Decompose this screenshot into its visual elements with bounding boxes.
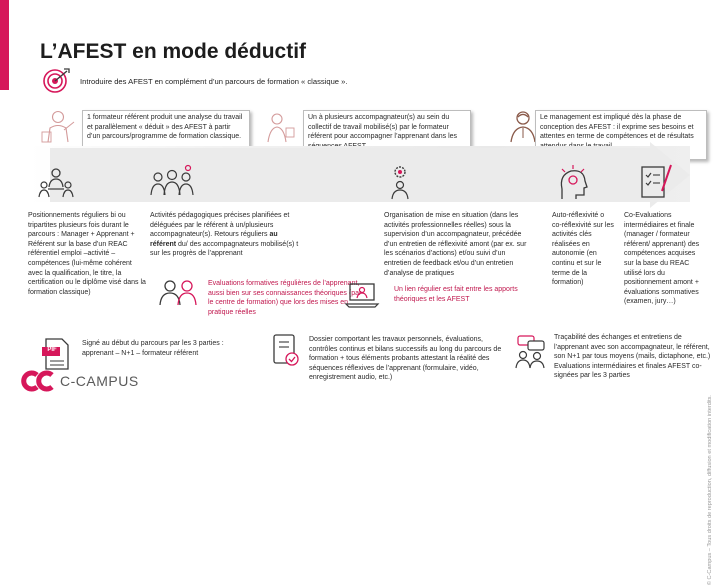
copyright-text: © C-Campus – Tous droits de reproduction, diffusion et modification interdits. xyxy=(707,395,713,585)
theory-link-note: Un lien régulier est fait entre les apports théoriques et les AFEST xyxy=(394,286,518,303)
column-activities-text-part2: du/ des accompagnateurs mobilisé(s) t sur les progrès de l’apprenant xyxy=(150,240,299,258)
trainer-card: 1 formateur référent produit une analyse du travail et parallèlement « déduit » des AFEST à partir d’un parcours/programme de formation classique. xyxy=(82,110,250,159)
column-situation-text: Organisation de mise en situation (dans les activités professionnelles réelles) sous la supervision d’un accompagnateur, précédée d’un entretien de réflexivité amont (par ex. sur les scénarios d’actions) et/ou suivi d’un entretien de feedback et/ou d’un entretien d’analyse de pratiques xyxy=(384,212,527,277)
column-evaluation-text: Co-Evaluations intermédiaires et finale (manager / formateur référent/ apprenant) des compétences acquises sur la base du REAC utilisé lors du positionnement amont + évaluations sommatives (examen, jury…) xyxy=(624,212,700,306)
portfolio-text: Dossier comportant les travaux personnels, évaluations, contrôles continus et bilans successifs au long du parcours de formation + tous éléments probants attestant la réalité des séquences réflexives de l’apprenant (formulaire, vidéo, enregistrement audio, etc.) xyxy=(309,336,502,382)
accent-bar xyxy=(0,0,9,90)
lightbulb-head-icon xyxy=(556,163,590,201)
document-check-icon xyxy=(270,333,300,367)
target-icon xyxy=(40,67,70,95)
process-arrow xyxy=(50,142,690,208)
trainer-icon xyxy=(40,108,76,146)
column-activities-text-part1: Activités pédagogiques précises planifiées et déléguées par le référent à un/plusieurs accompagnateur(s). Retours réguliers xyxy=(150,212,290,239)
pif-label: PIF xyxy=(47,347,57,353)
manager-card: Le management est impliqué dès la phase de conception des AFEST : il exprime ses besoins et attentes en terme de compétences et de résultats xyxy=(535,110,707,160)
pif-text: Signé au début du parcours par les 3 parties : apprenant – N+1 – formateur référent xyxy=(82,340,224,357)
logo-text: C-CAMPUS xyxy=(60,373,139,389)
column-activities-text-bold: au référent xyxy=(150,231,278,248)
students-icon xyxy=(156,278,200,306)
laptop-user-icon xyxy=(344,282,380,308)
team-gear-icon xyxy=(150,165,196,199)
column-reflexivity-text: Auto-réflexivité o co-réflexivité sur les activités clés réalisées en autonomie (en continu et sur le terme de la formation) xyxy=(552,212,614,287)
formative-evaluations-note: Evaluations formatives régulières de l’apprenant, aussi bien sur ses connaissances théoriques (par le centre de formation) que lors des mises en pratique réelles xyxy=(208,280,362,316)
column-activities-text xyxy=(150,211,300,259)
c-campus-logo xyxy=(22,370,56,392)
gear-person-icon xyxy=(382,163,418,201)
traceability-text: Traçabilité des échanges et entretiens de l’apprenant avec son accompagnateur, le référent, son N+1 par tous moyens (mails, dictaphone, etc.) Evaluations intermédiaires et finales AFEST co-signées par les 3 parties xyxy=(554,334,711,380)
meeting-icon xyxy=(38,165,74,201)
page-title: L’AFEST en mode déductif xyxy=(40,40,307,63)
intro-text: Introduire des AFEST en complément d’un parcours de formation « classique ». xyxy=(80,77,348,86)
checklist-icon xyxy=(640,163,672,199)
chat-people-icon xyxy=(514,335,546,369)
pif-document-icon xyxy=(40,337,74,371)
mentor-icon xyxy=(262,110,298,146)
column-positioning-text: Positionnements réguliers bi ou tripartites plusieurs fois durant le parcours : Manager + Apprenant + Référent sur la base d’un REAC référentiel emploi –activité – compétences (lui-même cohérent avec la qualification, le titre, la certification ou le diplôme visé dans la formation classique) xyxy=(28,212,146,296)
mentor-card: Un à plusieurs accompagnateur(s) au sein du collectif de travail mobilisé(s) par le formateur référent pour accompagner l’apprenant dans les xyxy=(303,110,471,159)
